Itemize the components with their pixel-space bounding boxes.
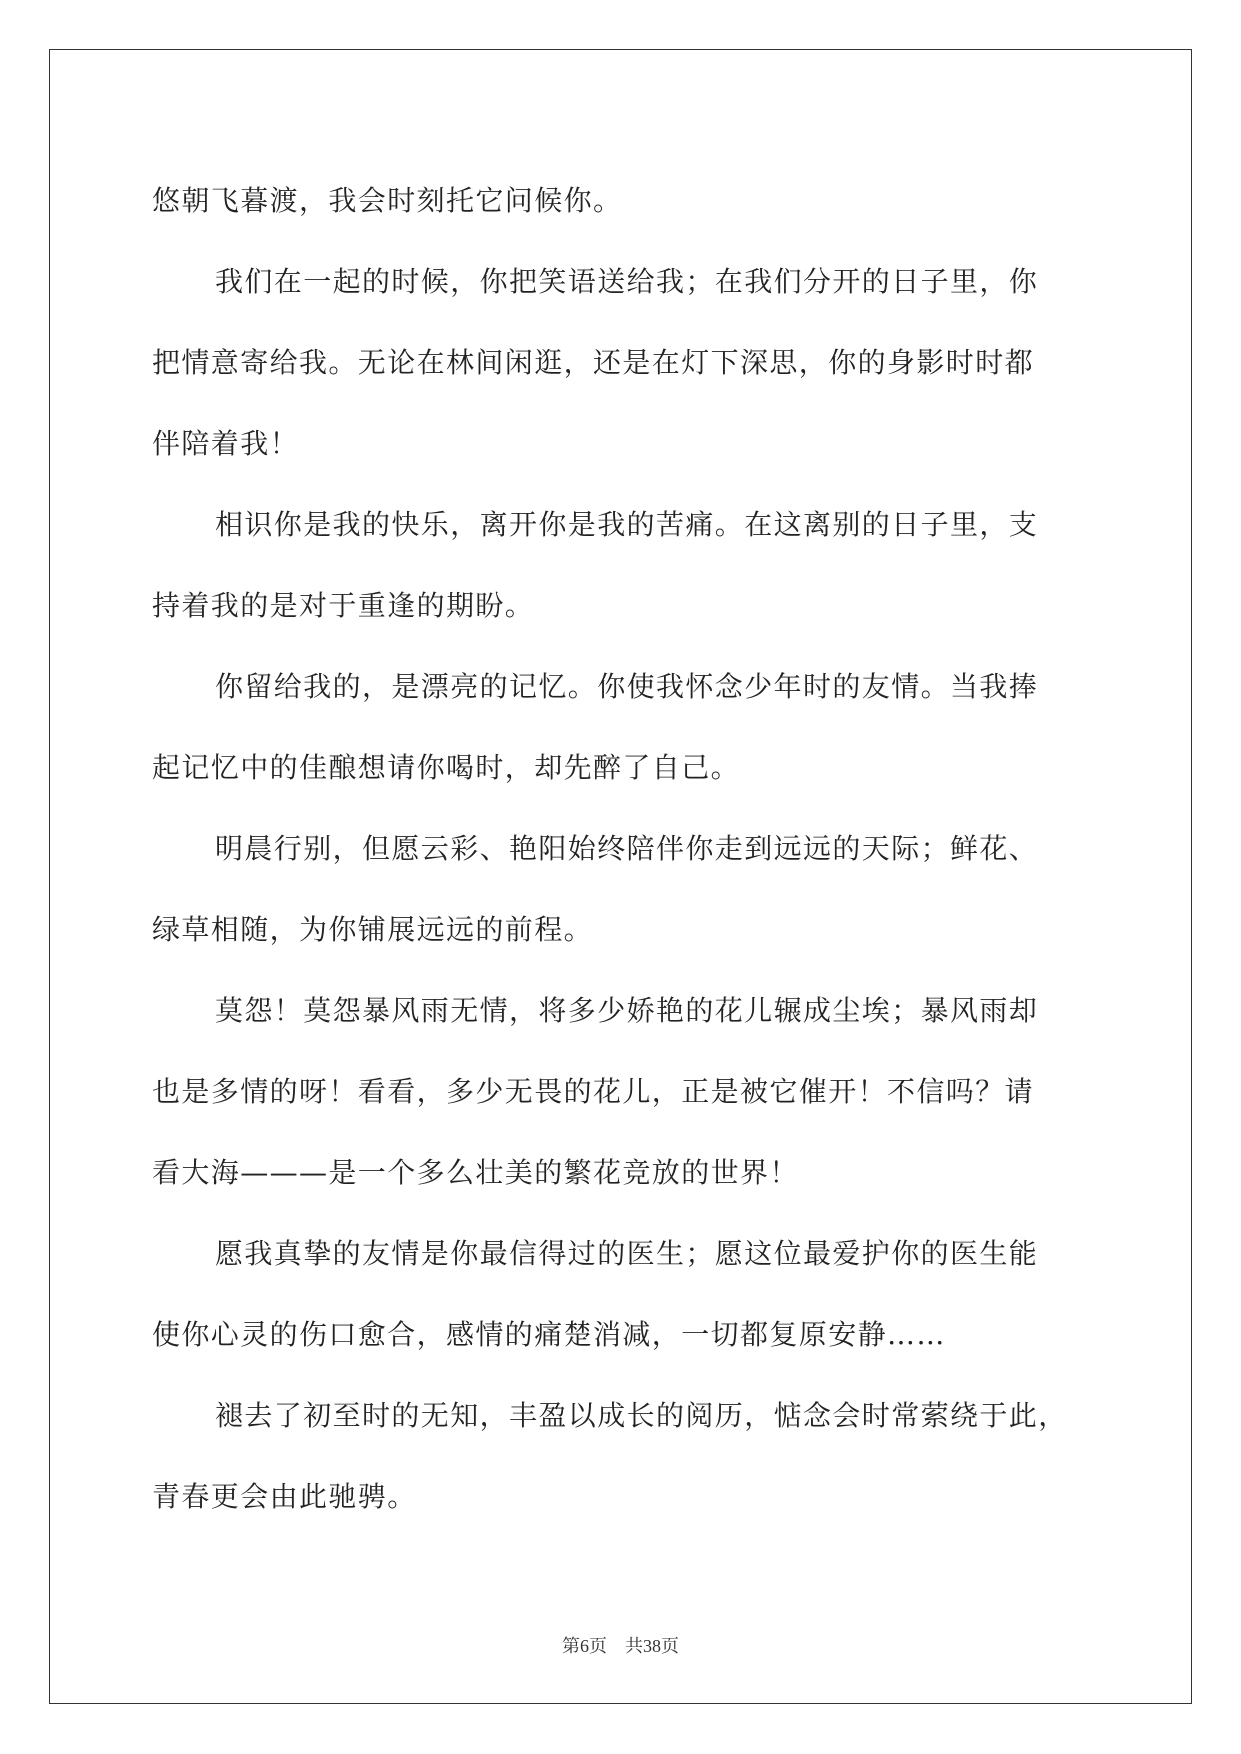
total-prefix: 共 xyxy=(625,1636,643,1656)
paragraph-start-line: 明晨行别，但愿云彩、艳阳始终陪伴你走到远远的天际；鲜花、 xyxy=(215,832,1039,865)
paragraph-start-line: 愿我真挚的友情是你最信得过的医生；愿这位最爱护你的医生能 xyxy=(215,1237,1039,1270)
text-line: 起记忆中的佳酿想请你喝时，却先醉了自己。 xyxy=(152,751,741,784)
paragraph-start-line: 莫怨！莫怨暴风雨无情，将多少娇艳的花儿辗成尘埃；暴风雨却 xyxy=(215,994,1039,1027)
total-suffix: 页 xyxy=(661,1636,679,1656)
text-line: 伴陪着我！ xyxy=(152,427,300,460)
paragraph-start-line: 我们在一起的时候，你把笑语送给我；在我们分开的日子里，你 xyxy=(215,265,1039,298)
paragraph-start-line: 褪去了初至时的无知，丰盈以成长的阅历，惦念会时常萦绕于此， xyxy=(215,1399,1068,1432)
paragraph-start-line: 相识你是我的快乐，离开你是我的苦痛。在这离别的日子里，支 xyxy=(215,508,1039,541)
text-line: 悠朝飞暮渡，我会时刻托它问候你。 xyxy=(152,184,623,217)
text-line: 把情意寄给我。无论在林间闲逛，还是在灯下深思，你的身影时时都 xyxy=(152,346,1035,379)
text-line: 青春更会由此驰骋。 xyxy=(152,1480,417,1513)
text-line: 绿草相随，为你铺展远远的前程。 xyxy=(152,913,594,946)
text-line: 持着我的是对于重逢的期盼。 xyxy=(152,589,535,622)
page-suffix: 页 xyxy=(589,1636,607,1656)
document-body xyxy=(152,160,1102,1537)
page-prefix: 第 xyxy=(562,1636,580,1656)
paragraph-start-line: 你留给我的，是漂亮的记忆。你使我怀念少年时的友情。当我捧 xyxy=(215,670,1039,703)
text-line: 使你心灵的伤口愈合，感情的痛楚消减，一切都复原安静…… xyxy=(152,1318,946,1351)
page-number: 6 xyxy=(580,1636,589,1656)
total-pages: 38 xyxy=(643,1636,661,1656)
text-line: 看大海———是一个多么壮美的繁花竞放的世界！ xyxy=(152,1156,799,1189)
page-footer xyxy=(0,1632,1241,1658)
text-line: 也是多情的呀！看看，多少无畏的花儿，正是被它催开！不信吗？请 xyxy=(152,1075,1035,1108)
